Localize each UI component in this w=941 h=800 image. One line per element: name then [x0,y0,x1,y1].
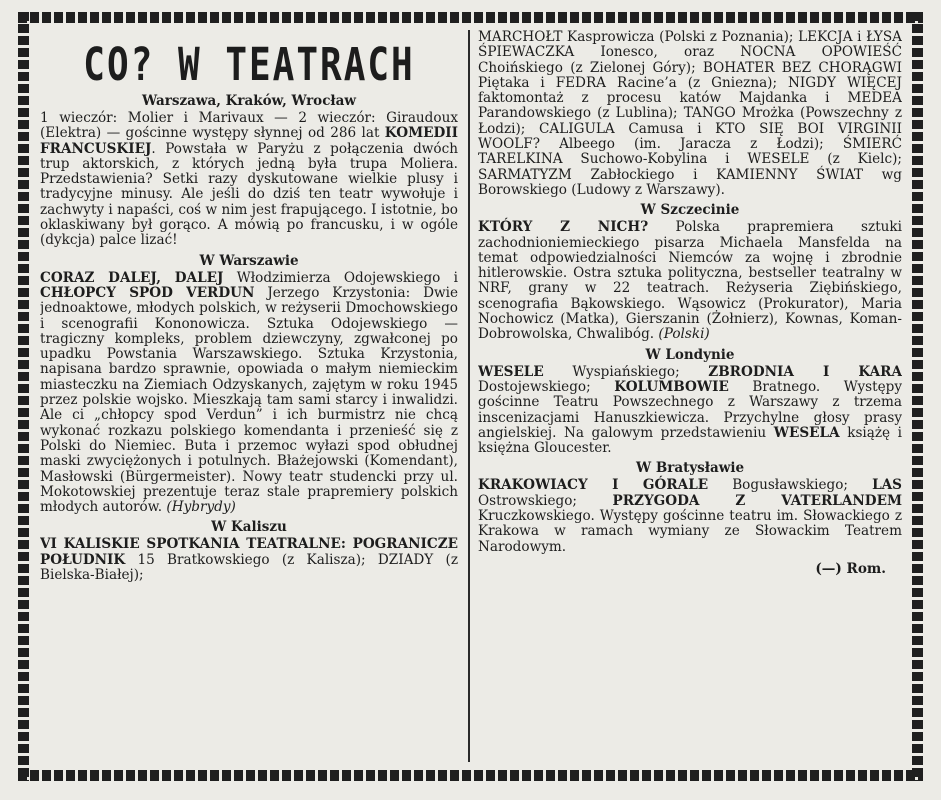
body-text: 1 wieczór: Molier i Marivaux — 2 wieczór: Giraudoux (Elektra) — gościnne występy słynnej od 286 lat [40,110,458,142]
play-title-text: VI KALISKIE SPOTKANIA TEATRALNE: POGRANICZE POŁUDNIK [40,536,458,568]
body-text: Ostrowskiego; [478,492,613,509]
body-text: książę i księżna Gloucester. [478,424,902,457]
play-title-text: ZBRODNIA I KARA [708,363,902,380]
play-title-text: KOLUMBOWIE [614,378,729,395]
section-body [40,537,458,583]
section-heading: Warszawa, Kraków, Wrocław [142,93,356,109]
left-dashed-border [18,12,29,781]
play-title-text: CORAZ DALEJ, DALEJ [40,269,224,286]
body-text: Włodzimierza Odojewskiego i [223,269,458,286]
section-bratyslawa [478,460,902,554]
section-body [478,30,902,198]
section-body [478,478,902,554]
play-title-text: WESELE [478,363,544,380]
author-signature: (—) Rom. [815,560,886,577]
column-divider [468,30,470,762]
play-title-text: KOMEDII FRANCUSKIEJ [40,125,458,157]
body-text: Kruczkowskiego. Występy gościnne teatru im. Słowackiego z Krakowa w ramach wymiany ze Słowackim Teatrem Narodowym. [478,508,902,555]
section-body [40,111,458,249]
top-dashed-border [18,12,923,23]
play-title-text: WESELA [773,424,840,441]
body-text: Bratnego. Występy gościnne Teatru Powszechnego z Warszawy z trzema inscenizacjami Hanuszkiewicza. Przychylne głosy prasy angielskiej. Na galowym przedstawieniu [478,378,902,441]
body-text: Bogusławskiego; [708,477,873,494]
theatre-name-text: (Hybrydy) [166,499,236,516]
section-heading: W Warszawie [199,252,299,269]
section-warszawa-krakow-wroclaw [40,93,458,249]
section-heading: W Londynie [645,346,735,363]
section-londyn [478,347,902,457]
section-heading: W Kaliszu [211,519,287,536]
right-dashed-border [912,12,923,781]
section-kalisz [40,519,458,583]
body-text: Dostojewskiego; [478,378,615,395]
play-title-text: PRZYGODA Z VATERLANDEM [612,492,902,509]
section-warszawa [40,253,458,516]
body-text: MARCHOŁT Kasprowicza (Polski z Poznania); LEKCJA i ŁYSA ŚPIEWACZKA Ionesco, oraz NOCNA OPOWIEŚĆ Choińskiego (z Zielonej Góry); BOHATER BEZ CHORĄGWI Piętaka i FEDRA Racine’a (z Gniezna); NIGDY WIĘCEJ faktomontaż z procesu katów Majdanka i MEDEA Parandowskiego (z Lublina); TANGO Mrożka (Powszechny z Łodzi); CALIGULA Camusa i KTO SIĘ BOI VIRGINII WOOLF? Albeego (im. Jaracza z Łodzi); ŚMIERĆ TARELKINA Suchowo-Kobylina i WESELE (z Kielc); SARMATYZM Zabłockiego i KAMIENNY ŚWIAT wg Borowskiego (Ludowy z Warszawy). [478,30,902,198]
section-kalisz-continued [478,30,902,198]
section-body [40,271,458,516]
play-title-text: KTÓRY Z NICH? [478,219,649,236]
section-body [478,365,902,457]
body-text: 15 Bratkowskiego (z Kalisza); DZIADY (z Bielska-Białej); [40,551,458,584]
body-text: Polska prapremiera sztuki zachodnioniemieckiego pisarza Michaela Mansfelda na temat odpowiedzialności Niemców za wojnę i zbrodnie hitlerowskie. Ostra sztuka polityczna, bestseller teatralny w NRF, grany w 22 teatrach. Reżyseria Ziębińskiego, scenografia Bąkowskiego. Wąsowicz (Prokurator), Maria Nochowicz (Matka), Gierszanin (Żołnierz), Kownas, Koman-Dobrowolska, Chwalibóg. [478,219,902,343]
bottom-dashed-border [18,770,923,781]
theatre-name-text: (Polski) [658,326,710,343]
body-text: . Powstała w Paryżu z połączenia dwóch trup aktorskich, z których jedną była trupa Moliera. Przedstawienia? Setki razy dyskutowane wielkie plusy i tradycyjne minusy. Ale jeśli do dziś ten teatr wywołuje i zachwyty i napaści, coś w nim jest frapującego. I istotnie, bo oklaskiwany był gorąco. A mówią po francusku, i w ogóle (dykcja) palce lizać! [40,140,458,249]
section-body [478,220,902,342]
play-title-text: KRAKOWIACY I GÓRALE [478,477,709,494]
play-title-text: LAS [872,477,902,494]
play-title-text: CHŁOPCY SPOD VERDUN [40,284,255,301]
body-text: Jerzego Krzystonia: Dwie jednoaktowe, młodych polskich, w reżyserii Dmochowskiego i scenografii Kononowicza. Sztuka Odojewskiego — tragiczny kompleks, problem dziewczyny, zgwałconej po upadku Powstania Warszawskiego. Sztuka Krzystonia, napisana bardzo sprawnie, opowiada o małym niemieckim miasteczku na Ziemiach Odzyskanych, zajętym w roku 1945 przez polskie wojsko. Mieszkają tam sami starcy i inwalidzi. Ale ci „chłopcy spod Verdun” i ich burmistrz nie chcą wykonać rozkazu polskiego komendanta i przenieść się z Polski do Niemiec. Buta i przemoc wyłazi spod obłudnej maski zwyciężonych i potulnych. Błażejowski (Komendant), Masłowski (Bürgermeister). Nowy teatr studencki przy ul. Mokotowskiej prezentuje teraz stale prapremiery polskich młodych autorów. [40,284,458,516]
left-column [40,30,458,583]
section-szczecin [478,202,902,342]
right-column [478,30,902,577]
body-text: Wyspiańskiego; [543,363,709,380]
article-title: CO? W TEATRACH [83,40,415,92]
section-heading: W Szczecinie [640,202,740,219]
section-heading: W Bratysławie [635,460,745,477]
